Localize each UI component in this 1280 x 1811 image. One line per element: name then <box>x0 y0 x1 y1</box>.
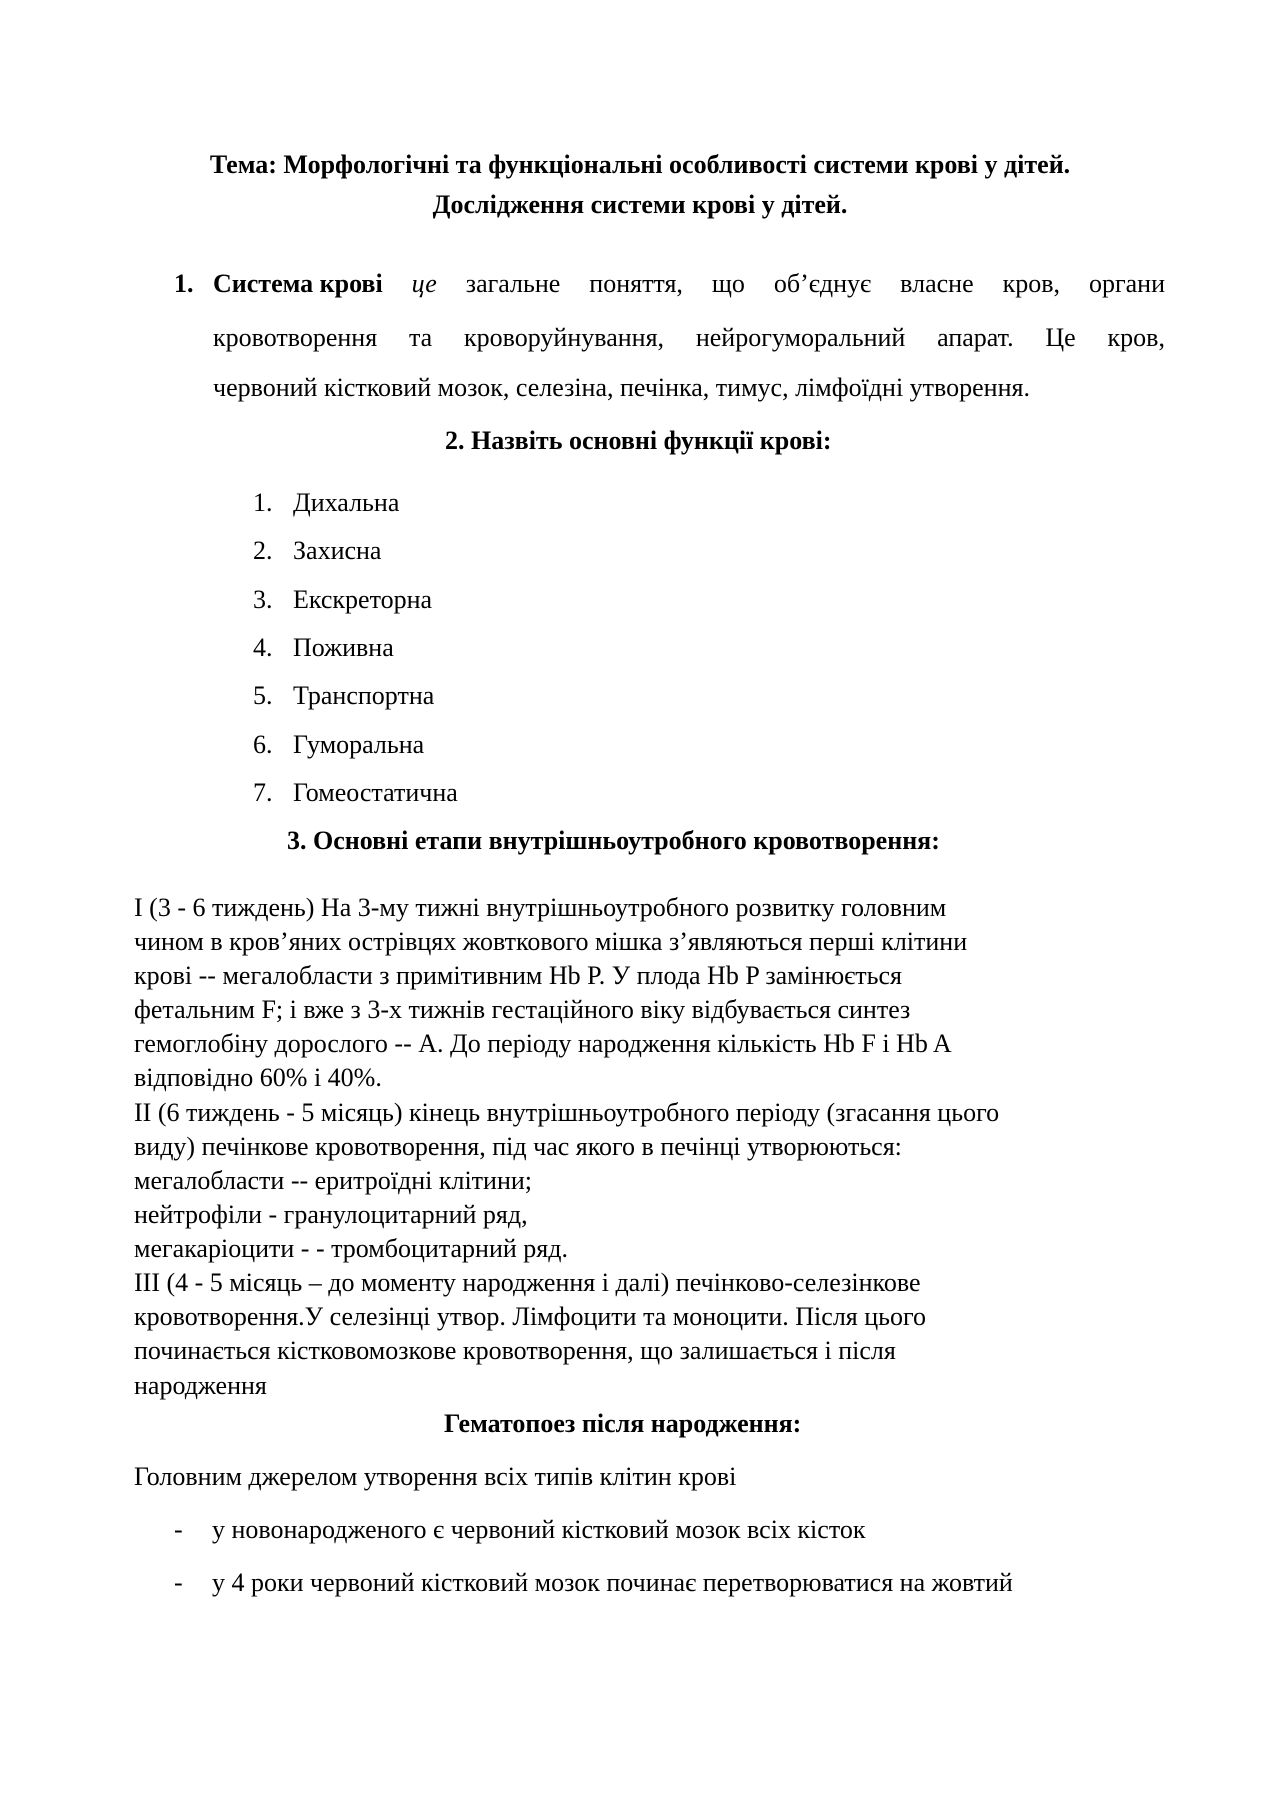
paragraph-line: крові -- мегалобласти з примітивним Hb P. У плода Hb P замінюється <box>134 961 903 990</box>
paragraph-line: I (3 - 6 тиждень) На 3-му тижні внутрішньоутробного розвитку головним <box>134 893 947 922</box>
page-title-line-1: Тема: Морфологічні та функціональні особливості системи крові у дітей. <box>209 150 1071 179</box>
paragraph-line: II (6 тиждень - 5 місяць) кінець внутрішньоутробного періоду (згасання цього <box>134 1098 1000 1127</box>
paragraph-line: мегакаріоцити - - тромбоцитарний ряд. <box>134 1234 568 1263</box>
word: об’єднує <box>773 269 872 298</box>
section-1-line-3: червоний кістковий мозок, селезіна, печінка, тимус, лімфоїдні утворення. <box>213 373 1030 402</box>
section-1-line-1 <box>213 271 1165 297</box>
word: та <box>409 323 433 352</box>
word: загальне <box>465 269 561 298</box>
section-1-italic-word: це <box>411 269 437 298</box>
section-2-heading: 2. Назвіть основні функції крові: <box>445 426 832 455</box>
list-number: 6. <box>253 730 273 759</box>
list-text: Гомеостатична <box>293 778 458 807</box>
section-1-line-2 <box>213 325 1165 351</box>
list-text: Екскреторна <box>293 585 433 614</box>
list-number: 5. <box>253 681 273 710</box>
list-number: 1. <box>253 488 273 517</box>
paragraph-line: виду) печінкове кровотворення, під час якого в печінці утворюються: <box>134 1132 902 1161</box>
word: власне <box>900 269 974 298</box>
paragraph-line: нейтрофіли - гранулоцитарний ряд, <box>134 1200 528 1229</box>
word: органи <box>1088 269 1165 298</box>
list-number: 3. <box>253 585 273 614</box>
paragraph-line: відповідно 60% і 40%. <box>134 1063 382 1092</box>
list-text: Транспортна <box>293 681 435 710</box>
bullet-dash: - <box>174 1515 183 1544</box>
list-text: Захисна <box>293 536 382 565</box>
paragraph-line: III (4 - 5 місяць – до моменту народження і далі) печінково-селезінкове <box>134 1268 921 1297</box>
list-number: 4. <box>253 633 273 662</box>
section-4-heading: Гематопоез після народження: <box>444 1409 802 1438</box>
section-1-term: Система крові <box>213 269 383 298</box>
paragraph-line: народження <box>134 1371 267 1400</box>
bullet-dash: - <box>174 1568 183 1597</box>
bullet-text: у 4 роки червоний кістковий мозок починає перетворюватися на жовтий <box>212 1568 1013 1597</box>
paragraph-line: починається кістковомозкове кровотворення, що залишається і після <box>134 1336 896 1365</box>
bullet-item <box>174 1568 1013 1597</box>
list-text: Дихальна <box>293 488 400 517</box>
bullet-item <box>174 1515 866 1544</box>
word: поняття, <box>589 269 683 298</box>
word: кровотворення <box>213 323 378 352</box>
paragraph-line: мегалобласти -- еритроїдні клітини; <box>134 1166 533 1195</box>
word: що <box>711 269 745 298</box>
word: кров, <box>1002 269 1060 298</box>
list-number: 2. <box>253 536 273 565</box>
paragraph-line: чином в кров’яних острівцях жовткового мішка з’являються перші клітини <box>134 927 968 956</box>
word: кров, <box>1107 323 1165 352</box>
word: нейрогуморальний <box>695 323 906 352</box>
section-3-heading: 3. Основні етапи внутрішньоутробного кровотворення: <box>287 826 940 855</box>
paragraph-line: гемоглобіну дорослого -- A. До періоду народження кількість Hb F і Hb A <box>134 1029 952 1058</box>
section-1-number: 1. <box>174 269 194 298</box>
section-4-intro: Головним джерелом утворення всіх типів клітин крові <box>134 1462 737 1491</box>
bullet-text: у новонародженого є червоний кістковий мозок всіх кісток <box>212 1515 866 1544</box>
list-number: 7. <box>253 778 273 807</box>
list-text: Поживна <box>293 633 394 662</box>
page-title-line-2: Дослідження системи крові у дітей. <box>432 190 848 219</box>
paragraph-line: кровотворення.У селезінці утвор. Лімфоцити та моноцити. Після цього <box>134 1302 927 1331</box>
word: кроворуйнування, <box>464 323 665 352</box>
word: апарат. <box>937 323 1014 352</box>
paragraph-line: фетальним F; і вже з 3-х тижнів гестаційного віку відбувається синтез <box>134 995 911 1024</box>
word: Це <box>1045 323 1076 352</box>
list-text: Гуморальна <box>293 730 425 759</box>
